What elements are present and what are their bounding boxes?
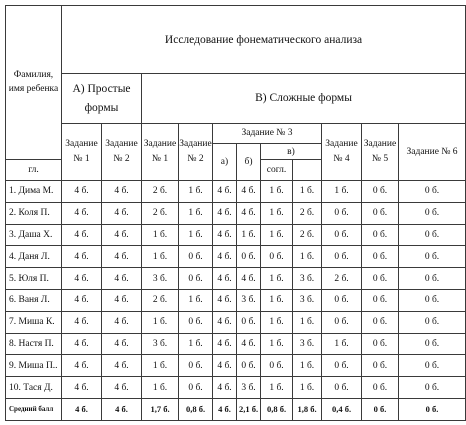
header-a-task-1: Задание № 1 (62, 124, 102, 181)
table-row (6, 355, 466, 377)
score-cell: 1 б. (293, 311, 322, 333)
score-cell: 1 б. (293, 377, 322, 399)
score-cell: 0 б. (399, 268, 466, 290)
score-cell: 0 б. (399, 181, 466, 203)
score-cell: 2 б. (293, 224, 322, 246)
score-cell: 4 б. (213, 289, 237, 311)
score-cell: 4 б. (62, 289, 102, 311)
score-cell: 4 б. (102, 246, 142, 268)
score-cell: 0 б. (261, 355, 293, 377)
score-cell: 4 б. (237, 268, 261, 290)
score-cell: 1 б. (322, 181, 362, 203)
score-cell: 1 б. (142, 377, 179, 399)
score-cell: 2,1 б. (237, 398, 261, 420)
score-cell: 4 б. (102, 181, 142, 203)
score-cell: 0 б. (237, 246, 261, 268)
score-cell: 0 б. (362, 181, 399, 203)
score-cell: 0 б. (237, 355, 261, 377)
score-cell: 4 б. (62, 377, 102, 399)
child-name-cell: 5. Юля П. (6, 268, 62, 290)
score-cell: 3 б. (293, 289, 322, 311)
table-row (6, 224, 466, 246)
score-cell: 4 б. (237, 202, 261, 224)
child-name-cell: 7. Миша К. (6, 311, 62, 333)
score-cell: 2 б. (293, 202, 322, 224)
score-cell: 4 б. (102, 289, 142, 311)
score-cell: 2 б. (142, 181, 179, 203)
score-cell: 4 б. (102, 311, 142, 333)
score-cell: 0 б. (362, 246, 399, 268)
score-cell: 4 б. (102, 268, 142, 290)
score-cell: 0 б. (362, 377, 399, 399)
score-cell: 0 б. (179, 311, 213, 333)
score-cell: 3 б. (142, 333, 179, 355)
score-cell: 0 б. (179, 377, 213, 399)
child-name-cell: 3. Даша Х. (6, 224, 62, 246)
score-cell: 3 б. (237, 377, 261, 399)
table-row (6, 377, 466, 399)
header-task-4: Задание № 4 (322, 124, 362, 181)
score-cell: 4 б. (213, 268, 237, 290)
score-cell: 0 б. (362, 224, 399, 246)
score-cell: 0 б. (322, 311, 362, 333)
score-cell: 0,8 б. (179, 398, 213, 420)
score-cell: 4 б. (213, 333, 237, 355)
score-cell: 1 б. (261, 268, 293, 290)
score-cell: 0 б. (362, 202, 399, 224)
score-cell: 4 б. (62, 311, 102, 333)
score-cell: 1,8 б. (293, 398, 322, 420)
score-cell: 4 б. (62, 224, 102, 246)
score-cell: 1 б. (179, 202, 213, 224)
score-cell: 3 б. (293, 268, 322, 290)
score-cell: 1 б. (261, 311, 293, 333)
child-name-cell: 6. Ваня Л. (6, 289, 62, 311)
score-cell: 1 б. (142, 311, 179, 333)
score-cell: 0 б. (399, 311, 466, 333)
score-cell: 4 б. (62, 355, 102, 377)
score-cell: 4 б. (62, 181, 102, 203)
score-cell: 4 б. (213, 311, 237, 333)
score-cell: 0,8 б. (261, 398, 293, 420)
score-cell: 4 б. (213, 355, 237, 377)
score-cell: 4 б. (213, 377, 237, 399)
score-cell: 4 б. (62, 202, 102, 224)
score-cell: 3 б. (142, 268, 179, 290)
score-cell: 2 б. (142, 289, 179, 311)
table-row (6, 289, 466, 311)
score-cell: 4 б. (213, 224, 237, 246)
score-cell: 4 б. (102, 333, 142, 355)
score-cell: 4 б. (62, 246, 102, 268)
score-cell: 1 б. (261, 224, 293, 246)
score-cell: 1 б. (142, 224, 179, 246)
child-name-cell: 4. Даня Л. (6, 246, 62, 268)
score-cell: 4 б. (62, 333, 102, 355)
child-name-cell: Средний балл (6, 398, 62, 420)
score-cell: 4 б. (213, 398, 237, 420)
header-b-task-2: Задание № 2 (179, 124, 213, 181)
score-cell: 0 б. (322, 355, 362, 377)
header-task-6: Задание № 6 (399, 124, 466, 181)
score-cell: 1 б. (179, 224, 213, 246)
score-cell: 1 б. (293, 355, 322, 377)
score-cell: 1 б. (237, 224, 261, 246)
score-cell: 1 б. (293, 246, 322, 268)
score-cell: 0 б. (179, 355, 213, 377)
score-cell: 0 б. (362, 268, 399, 290)
score-cell: 0 б. (399, 224, 466, 246)
score-cell: 0 б. (362, 398, 399, 420)
score-cell: 1 б. (261, 181, 293, 203)
score-cell: 4 б. (213, 202, 237, 224)
score-cell: 3 б. (293, 333, 322, 355)
child-name-cell: 10. Тася Д. (6, 377, 62, 399)
score-cell: 0 б. (322, 289, 362, 311)
score-cell: 0 б. (399, 398, 466, 420)
table-row (6, 268, 466, 290)
score-cell: 1 б. (261, 333, 293, 355)
table-row (6, 246, 466, 268)
score-cell: 0 б. (362, 355, 399, 377)
table-row (6, 311, 466, 333)
score-cell: 0 б. (322, 246, 362, 268)
score-cell: 0 б. (261, 246, 293, 268)
score-cell: 0 б. (322, 202, 362, 224)
score-cell: 0 б. (179, 246, 213, 268)
child-name-cell: 8. Настя П. (6, 333, 62, 355)
score-cell: 0 б. (179, 268, 213, 290)
score-cell: 0 б. (322, 377, 362, 399)
score-cell: 1 б. (179, 333, 213, 355)
table-row (6, 181, 466, 203)
score-cell: 1 б. (261, 202, 293, 224)
header-task-3: Задание № 3 (213, 124, 322, 144)
score-cell: 0 б. (237, 311, 261, 333)
score-cell: 4 б. (102, 224, 142, 246)
score-cell: 0 б. (399, 333, 466, 355)
header-task-3-b: б) (237, 144, 261, 181)
score-cell: 0 б. (399, 202, 466, 224)
score-cell: 4 б. (102, 398, 142, 420)
score-cell: 1 б. (293, 181, 322, 203)
header-child-name: Фамилия, имя ребенка (6, 6, 62, 160)
header-b-task-1: Задание № 1 (142, 124, 179, 181)
score-cell: 4 б. (237, 333, 261, 355)
child-name-cell: 2. Коля П. (6, 202, 62, 224)
score-cell: 0 б. (399, 246, 466, 268)
header-task-3-v: в) (261, 144, 322, 160)
table-body (6, 181, 466, 421)
score-cell: 1 б. (179, 181, 213, 203)
score-cell: 4 б. (62, 398, 102, 420)
score-cell: 4 б. (213, 181, 237, 203)
score-cell: 4 б. (213, 246, 237, 268)
score-cell: 1 б. (261, 289, 293, 311)
header-research: Исследование фонематического анализа (62, 6, 466, 74)
header-task-3-a: а) (213, 144, 237, 181)
score-cell: 0,4 б. (322, 398, 362, 420)
child-name-cell: 9. Миша П.. (6, 355, 62, 377)
score-cell: 1 б. (261, 377, 293, 399)
score-cell: 0 б. (362, 289, 399, 311)
score-cell: 1,7 б. (142, 398, 179, 420)
score-cell: 0 б. (322, 224, 362, 246)
header-task-5: Задание № 5 (362, 124, 399, 181)
average-row (6, 398, 466, 420)
header-task-3-vowels: гл. (6, 160, 62, 181)
score-cell: 0 б. (399, 355, 466, 377)
score-cell: 4 б. (102, 377, 142, 399)
score-cell: 4 б. (237, 181, 261, 203)
header-complex-forms: В) Сложные формы (142, 74, 466, 124)
score-cell: 4 б. (62, 268, 102, 290)
score-cell: 3 б. (237, 289, 261, 311)
score-cell: 4 б. (102, 202, 142, 224)
score-cell: 1 б. (322, 333, 362, 355)
score-cell: 1 б. (142, 246, 179, 268)
table-row (6, 202, 466, 224)
table-row (6, 333, 466, 355)
score-cell: 0 б. (362, 333, 399, 355)
score-cell: 1 б. (142, 355, 179, 377)
header-task-3-consonants: согл. (261, 160, 293, 181)
child-name-cell: 1. Дима М. (6, 181, 62, 203)
score-cell: 2 б. (142, 202, 179, 224)
score-cell: 0 б. (399, 377, 466, 399)
score-cell: 0 б. (362, 311, 399, 333)
score-cell: 2 б. (322, 268, 362, 290)
score-cell: 1 б. (179, 289, 213, 311)
header-a-task-2: Задание № 2 (102, 124, 142, 181)
score-cell: 4 б. (102, 355, 142, 377)
score-cell: 0 б. (399, 289, 466, 311)
header-simple-forms: А) Простые формы (62, 74, 142, 124)
phonemic-analysis-table (5, 5, 466, 421)
